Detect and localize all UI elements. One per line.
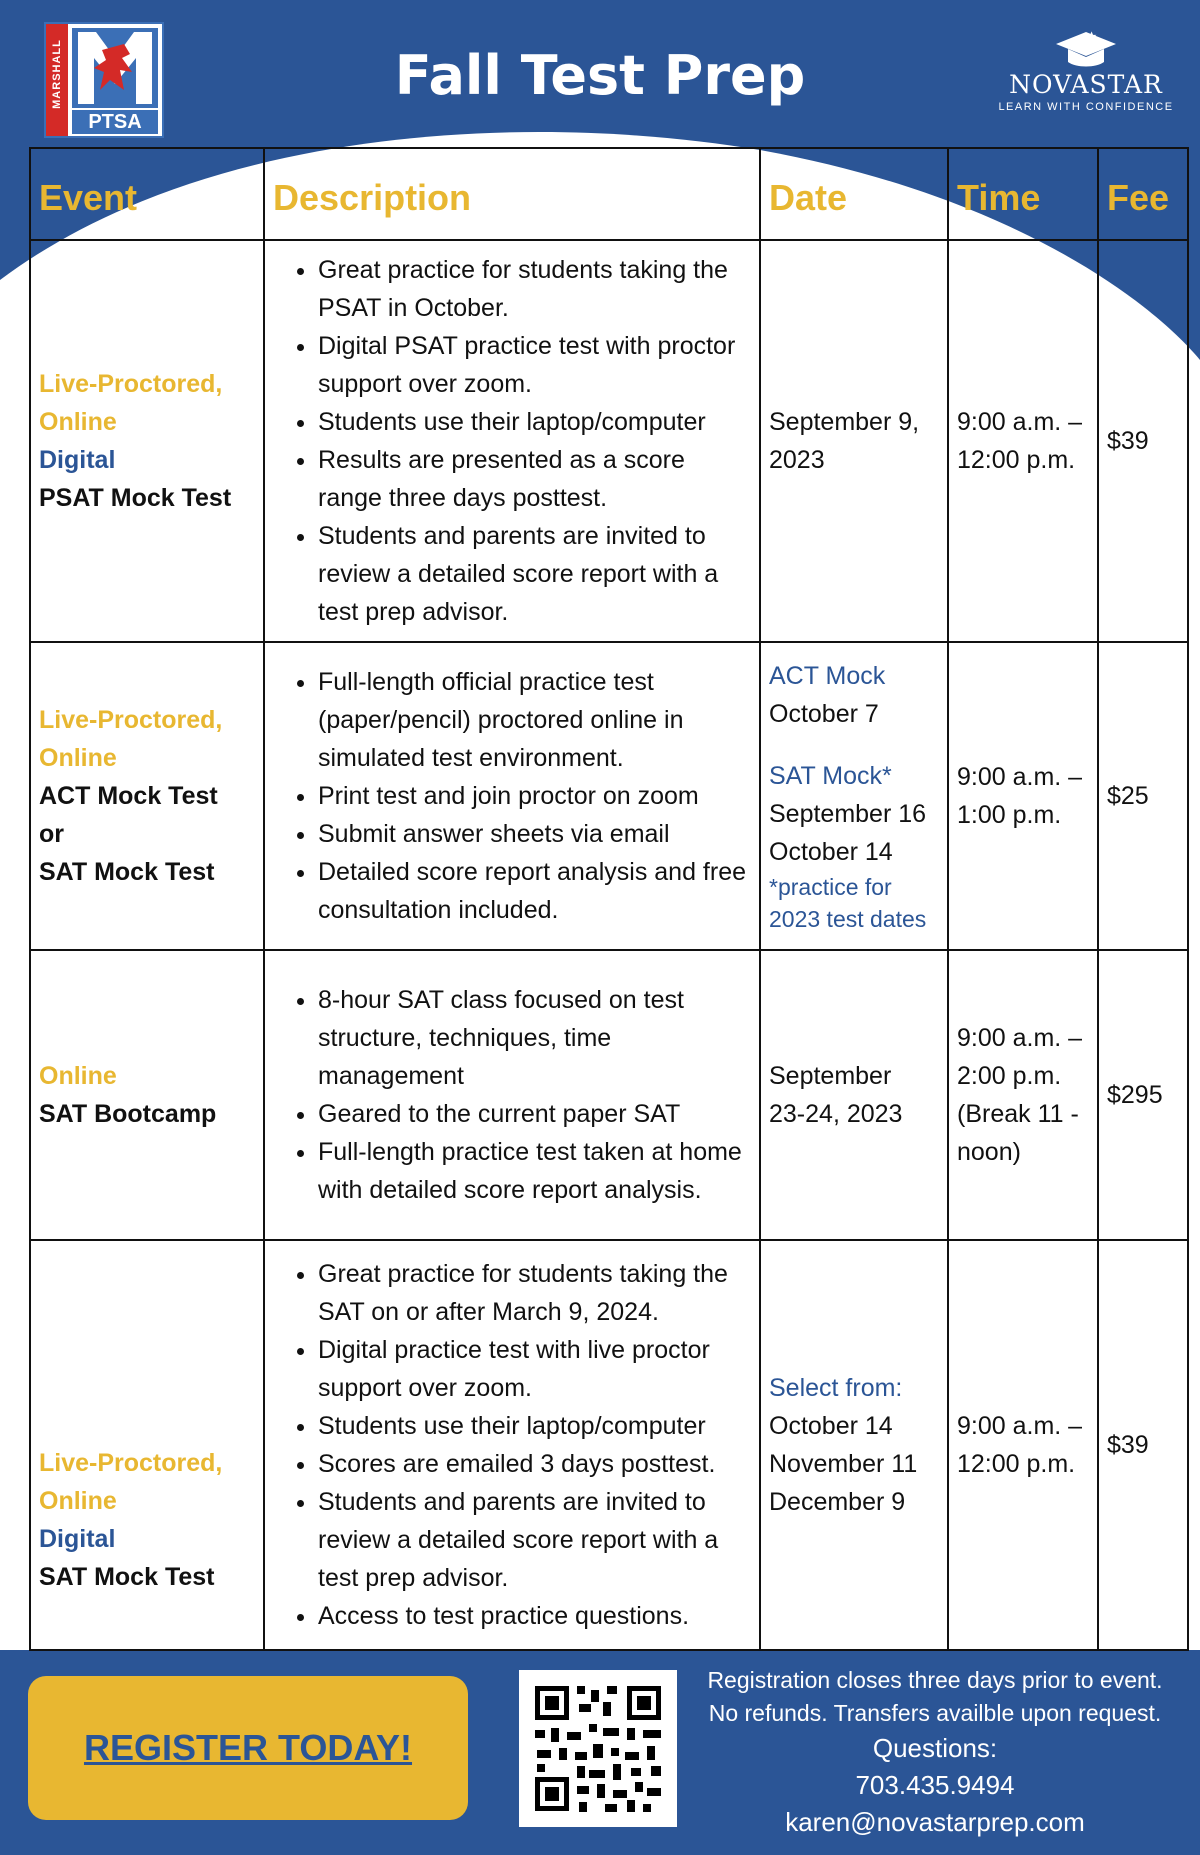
novastar-logo (996, 30, 1176, 113)
schedule-table (29, 147, 1189, 1651)
time-line: 12:00 p.m. (957, 446, 1076, 474)
event-mode: Live-Proctored, (39, 706, 223, 734)
griffin-icon (72, 28, 158, 108)
time-line: noon) (957, 1138, 1021, 1166)
date-line: 23-24, 2023 (769, 1100, 903, 1128)
date-line: November 11 (769, 1450, 918, 1478)
table-row (30, 1240, 1188, 1650)
header-fee: Fee (1098, 148, 1188, 240)
brand-name: NOVASTAR (1009, 70, 1163, 99)
registration-note: Registration closes three days prior to event. (707, 1667, 1163, 1693)
refund-note: No refunds. Transfers availble upon request. (708, 1700, 1162, 1726)
event-name: SAT Bootcamp (39, 1100, 217, 1128)
time-cell (948, 240, 1098, 642)
fee-cell: $39 (1098, 240, 1188, 642)
list-item: • Students and parents are invited to review a detailed score report with a test prep advisor. (318, 1483, 751, 1597)
event-name: SAT Mock Test (39, 858, 215, 886)
date-cell (760, 240, 948, 642)
event-name: PSAT Mock Test (39, 484, 232, 512)
event-conjunction: or (39, 820, 64, 848)
date-line: December 9 (769, 1488, 906, 1516)
event-cell (30, 240, 264, 642)
table-row (30, 642, 1188, 950)
register-button[interactable]: REGISTER TODAY! (28, 1676, 468, 1820)
event-cell (30, 1240, 264, 1650)
select-from-label: Select from: (769, 1374, 903, 1402)
event-format: Digital (39, 1525, 116, 1553)
description-cell (264, 950, 760, 1240)
date-cell (760, 642, 948, 950)
header-description: Description (264, 148, 760, 240)
list-item: • Digital PSAT practice test with proctor support over zoom. (318, 327, 751, 403)
list-item: • Students and parents are invited to review a detailed score report with a test prep advisor. (318, 517, 751, 631)
table-header-row (30, 148, 1188, 240)
time-line: 12:00 p.m. (957, 1450, 1076, 1478)
list-item: • Full-length practice test taken at home with detailed score report analysis. (318, 1133, 751, 1209)
table-row (30, 240, 1188, 642)
event-mode: Live-Proctored, (39, 1449, 223, 1477)
time-line: (Break 11 - (957, 1100, 1079, 1128)
time-line: 9:00 a.m. – (957, 1024, 1083, 1052)
footnote: 2023 test dates (769, 906, 927, 932)
logo-ptsa-text: PTSA (72, 110, 158, 134)
list-item: • Submit answer sheets via email (318, 815, 751, 853)
event-cell (30, 642, 264, 950)
sat-mock-label: SAT Mock* (769, 762, 892, 790)
time-cell (948, 1240, 1098, 1650)
list-item: • Students use their laptop/computer (318, 403, 751, 441)
event-name: ACT Mock Test (39, 782, 218, 810)
time-line: 9:00 a.m. – (957, 1412, 1083, 1440)
marshall-ptsa-logo (44, 22, 164, 138)
list-item: • Print test and join proctor on zoom (318, 777, 751, 815)
act-mock-label: ACT Mock (769, 662, 886, 690)
time-line: 2:00 p.m. (957, 1062, 1062, 1090)
email-address[interactable]: karen@novastarprep.com (785, 1807, 1085, 1837)
event-location: Online (39, 1487, 117, 1515)
phone-number[interactable]: 703.435.9494 (855, 1770, 1015, 1800)
list-item: • 8-hour SAT class focused on test structure, techniques, time management (318, 981, 751, 1095)
footnote: *practice for (769, 874, 892, 900)
list-item: • Full-length official practice test (paper/pencil) proctored online in simulated test environment. (318, 663, 751, 777)
event-location: Online (39, 1062, 117, 1090)
fee-cell: $25 (1098, 642, 1188, 950)
fee-cell: $39 (1098, 1240, 1188, 1650)
list-item: • Results are presented as a score range three days posttest. (318, 441, 751, 517)
list-item: • Scores are emailed 3 days posttest. (318, 1445, 751, 1483)
list-item: • Great practice for students taking the PSAT in October. (318, 251, 751, 327)
date-cell (760, 1240, 948, 1650)
questions-label: Questions: (872, 1733, 998, 1763)
table-row (30, 950, 1188, 1240)
date-line: September (769, 1062, 892, 1090)
time-line: 9:00 a.m. – (957, 408, 1083, 436)
logo-side-text: MARSHALL (51, 39, 63, 109)
date-line: September 9, (769, 408, 920, 436)
event-format: Digital (39, 446, 116, 474)
date-cell (760, 950, 948, 1240)
description-cell (264, 642, 760, 950)
qr-code-icon (519, 1670, 677, 1827)
description-cell (264, 1240, 760, 1650)
header-time: Time (948, 148, 1098, 240)
event-mode: Live-Proctored, (39, 370, 223, 398)
date-line: October 14 (769, 838, 893, 866)
list-item: • Students use their laptop/computer (318, 1407, 751, 1445)
qr-code[interactable] (519, 1670, 677, 1827)
fee-cell: $295 (1098, 950, 1188, 1240)
list-item: • Geared to the current paper SAT (318, 1095, 751, 1133)
time-cell (948, 642, 1098, 950)
date-line: 2023 (769, 446, 825, 474)
date-line: September 16 (769, 800, 927, 828)
date-line: October 14 (769, 1412, 893, 1440)
list-item: • Digital practice test with live proctor support over zoom. (318, 1331, 751, 1407)
event-cell (30, 950, 264, 1240)
time-line: 1:00 p.m. (957, 801, 1062, 829)
brand-tagline: LEARN WITH CONFIDENCE (998, 101, 1174, 113)
list-item: • Access to test practice questions. (318, 1597, 751, 1635)
header-date: Date (760, 148, 948, 240)
list-item: • Great practice for students taking the SAT on or after March 9, 2024. (318, 1255, 751, 1331)
event-location: Online (39, 408, 117, 436)
event-name: SAT Mock Test (39, 1563, 215, 1591)
page-title: Fall Test Prep (394, 44, 806, 107)
description-cell (264, 240, 760, 642)
date-line: October 7 (769, 700, 879, 728)
event-location: Online (39, 744, 117, 772)
header-event: Event (30, 148, 264, 240)
time-line: 9:00 a.m. – (957, 763, 1083, 791)
list-item: • Detailed score report analysis and free consultation included. (318, 853, 751, 929)
graduation-cap-icon (1050, 30, 1122, 70)
footer-info (690, 1664, 1180, 1841)
time-cell (948, 950, 1098, 1240)
